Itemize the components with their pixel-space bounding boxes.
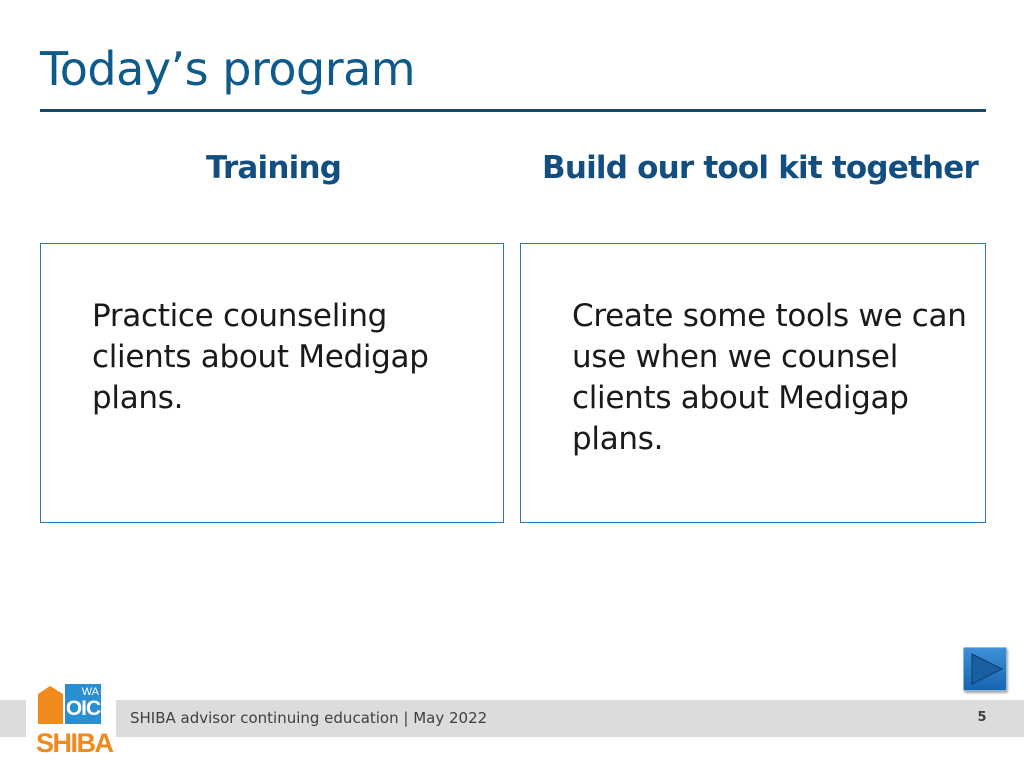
logo-program-text: SHIBA [36,728,113,758]
column-heading-training: Training [206,150,342,186]
slide-title: Today’s program [40,42,416,96]
page-number: 5 [977,710,987,725]
column-heading-tool-kit: Build our tool kit together [542,150,978,186]
logo-mark [36,684,106,728]
play-icon [964,648,1006,690]
title-divider [40,109,986,112]
logo-state-text: WA [81,686,99,698]
shiba-logo [36,684,113,760]
content-box-tool-kit [520,243,986,523]
logo-agency-text: OIC [65,697,101,720]
next-slide-button[interactable] [963,647,1007,691]
content-box-text: Create some tools we can use when we counsel clients about Medigap plans. [572,298,967,457]
footer-text: SHIBA advisor continuing education | May 2022 [130,709,488,727]
content-box-training [40,243,504,523]
content-box-text: Practice counseling clients about Medigap plans. [92,298,429,416]
